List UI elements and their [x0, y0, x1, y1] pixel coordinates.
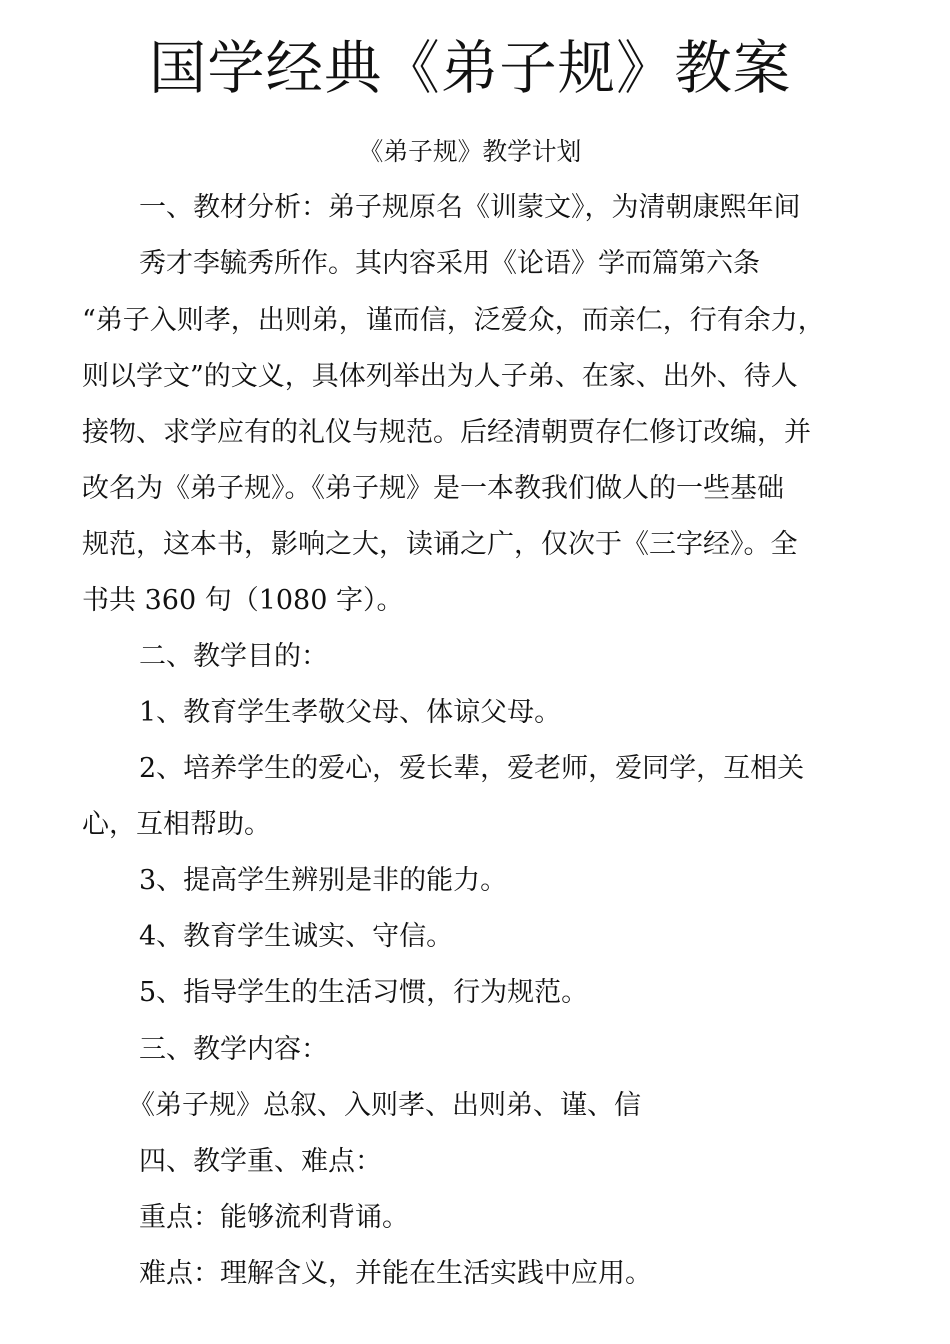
paragraph-line: 规范，这本书，影响之大，读诵之广，仅次于《三字经》。全: [82, 529, 798, 560]
teaching-content-line: 《弟子规》总叙、入则孝、出则弟、谨、信: [128, 1090, 641, 1121]
paragraph-line: 接物、求学应有的礼仪与规范。后经清朝贾存仁修订改编，并: [82, 417, 811, 448]
difficult-point-line: 难点：理解含义，并能在生活实践中应用。: [139, 1258, 652, 1289]
section-3-heading: 三、教学内容：: [139, 1034, 328, 1065]
paragraph-line: 改名为《弟子规》。《弟子规》是一本教我们做人的一些基础: [82, 473, 784, 504]
key-point-line: 重点：能够流利背诵。: [139, 1202, 409, 1233]
paragraph-line: 则以学文”的文义，具体列举出为人子弟、在家、出外、待人: [82, 361, 798, 392]
list-item: 3、提高学生辨别是非的能力。: [139, 865, 508, 896]
list-item-continuation: 心，互相帮助。: [82, 809, 271, 840]
paragraph-line: 书共 360 句（1080 字）。: [82, 585, 404, 616]
paragraph-line: 秀才李毓秀所作。其内容采用《论语》学而篇第六条: [139, 248, 760, 279]
list-item: 1、教育学生孝敬父母、体谅父母。: [139, 697, 562, 728]
document-title: 国学经典《弟子规》教案: [148, 34, 792, 102]
section-1-heading-line: 一、教材分析：弟子规原名《训蒙文》，为清朝康熙年间: [139, 192, 801, 223]
section-4-heading: 四、教学重、难点：: [139, 1146, 382, 1177]
section-2-heading: 二、教学目的：: [139, 641, 328, 672]
paragraph-line: “弟子入则孝，出则弟，谨而信，泛爱众，而亲仁，行有余力，: [82, 305, 825, 336]
list-item: 5、指导学生的生活习惯，行为规范。: [139, 977, 589, 1008]
list-item: 4、教育学生诚实、守信。: [139, 921, 454, 952]
document-subtitle: 《弟子规》教学计划: [358, 137, 582, 166]
list-item: 2、培养学生的爱心，爱长辈，爱老师，爱同学，互相关: [139, 753, 805, 784]
